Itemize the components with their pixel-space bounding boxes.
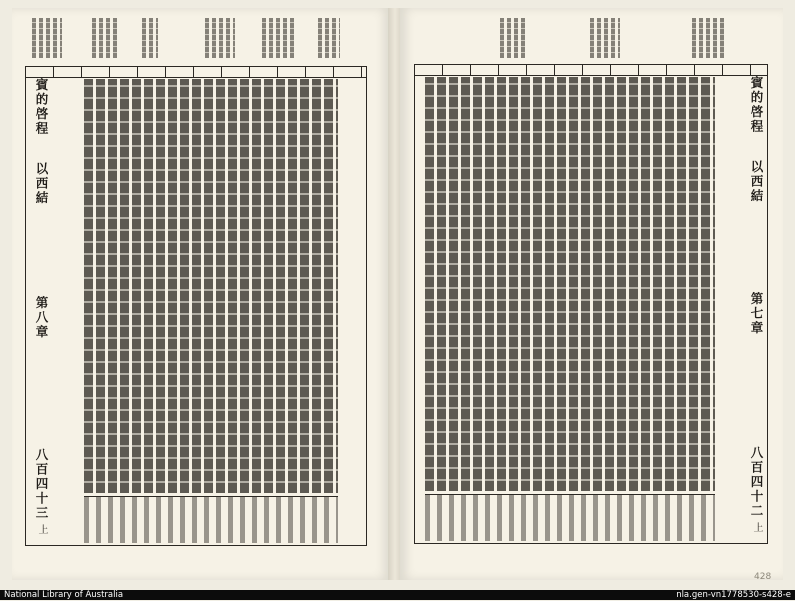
right-page-number: 八百四十二	[749, 446, 764, 519]
left-footnotes	[84, 496, 338, 543]
right-text-frame	[414, 64, 768, 544]
left-running-title: 賓的啓程	[34, 78, 49, 136]
footer-library-name: National Library of Australia	[4, 590, 124, 600]
right-chapter-title: 第七章	[749, 292, 764, 336]
right-margin-note-1	[500, 18, 528, 58]
left-margin-note-1	[32, 18, 62, 58]
handwritten-page-number: 428	[754, 572, 772, 582]
left-text-frame	[25, 66, 367, 546]
left-margin-note-2	[92, 18, 118, 58]
right-verse-index-strip	[415, 65, 767, 76]
right-running-title: 賓的啓程	[749, 76, 764, 134]
left-volume-title: 以西結	[34, 162, 49, 206]
left-chapter-title: 第八章	[34, 296, 49, 340]
left-section-mark: 上	[36, 524, 47, 535]
left-margin-note-4	[205, 18, 235, 58]
right-section-mark: 上	[751, 522, 762, 533]
footer-bar	[0, 590, 795, 600]
left-verse-index-strip	[26, 67, 366, 78]
left-page-number: 八百四十三	[34, 448, 49, 521]
right-volume-title: 以西結	[749, 160, 764, 204]
left-margin-note-3	[142, 18, 158, 58]
left-margin-note-6	[318, 18, 340, 58]
footer-identifier: nla.gen-vn1778530-s428-e	[676, 590, 791, 600]
right-margin-note-3	[692, 18, 726, 58]
right-body-text	[425, 77, 715, 491]
left-margin-note-5	[262, 18, 296, 58]
right-margin-note-2	[590, 18, 620, 58]
left-body-text	[84, 79, 338, 493]
right-footnotes	[425, 494, 715, 541]
